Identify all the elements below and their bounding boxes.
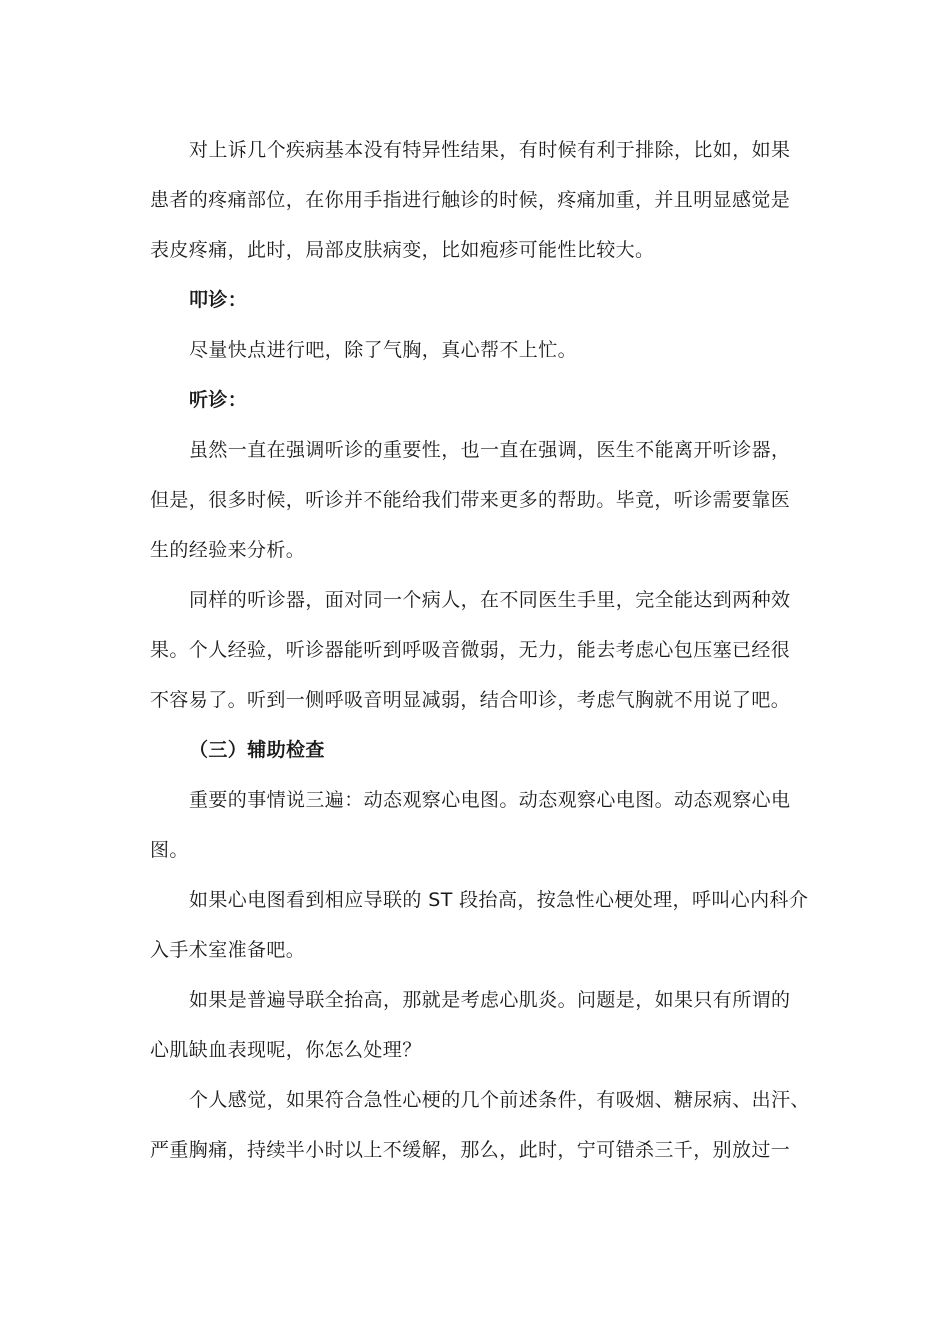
- section-heading-auxiliary-exam: （三）辅助检查: [189, 739, 325, 761]
- paragraph-line: 尽量快点进行吧，除了气胸，真心帮不上忙。: [189, 339, 578, 361]
- paragraph-line: 如果心电图看到相应导联的 ST 段抬高，按急性心梗处理，呼叫心内科介: [189, 889, 809, 911]
- paragraph-line: 同样的听诊器，面对同一个病人，在不同医生手里，完全能达到两种效: [189, 589, 791, 611]
- paragraph-line: 不容易了。听到一侧呼吸音明显减弱，结合叩诊，考虑气胸就不用说了吧。: [150, 689, 791, 711]
- paragraph-line: 个人感觉，如果符合急性心梗的几个前述条件，有吸烟、糖尿病、出汗、: [189, 1089, 810, 1111]
- paragraph-line: 但是，很多时候，听诊并不能给我们带来更多的帮助。毕竟，听诊需要靠医: [150, 489, 791, 511]
- paragraph-line: 如果是普遍导联全抬高，那就是考虑心肌炎。问题是，如果只有所谓的: [189, 989, 791, 1011]
- section-heading-percussion: 叩诊：: [189, 289, 248, 311]
- paragraph-line: 重要的事情说三遍：动态观察心电图。动态观察心电图。动态观察心电: [189, 789, 791, 811]
- paragraph-line: 患者的疼痛部位，在你用手指进行触诊的时候，疼痛加重，并且明显感觉是: [150, 189, 791, 211]
- section-heading-auscultation: 听诊：: [189, 389, 248, 411]
- paragraph-line: 生的经验来分析。: [150, 539, 306, 561]
- paragraph-line: 对上诉几个疾病基本没有特异性结果，有时候有利于排除，比如，如果: [189, 139, 791, 161]
- paragraph-line: 严重胸痛，持续半小时以上不缓解，那么，此时，宁可错杀三千，别放过一: [150, 1139, 791, 1161]
- paragraph-line: 果。个人经验，听诊器能听到呼吸音微弱，无力，能去考虑心包压塞已经很: [150, 639, 791, 661]
- paragraph-line: 心肌缺血表现呢，你怎么处理？: [150, 1039, 422, 1061]
- paragraph-line: 虽然一直在强调听诊的重要性，也一直在强调，医生不能离开听诊器，: [189, 439, 791, 461]
- paragraph-line: 表皮疼痛，此时，局部皮肤病变，比如疱疹可能性比较大。: [150, 239, 655, 261]
- paragraph-line: 入手术室准备吧。: [150, 939, 306, 961]
- paragraph-line: 图。: [150, 839, 189, 861]
